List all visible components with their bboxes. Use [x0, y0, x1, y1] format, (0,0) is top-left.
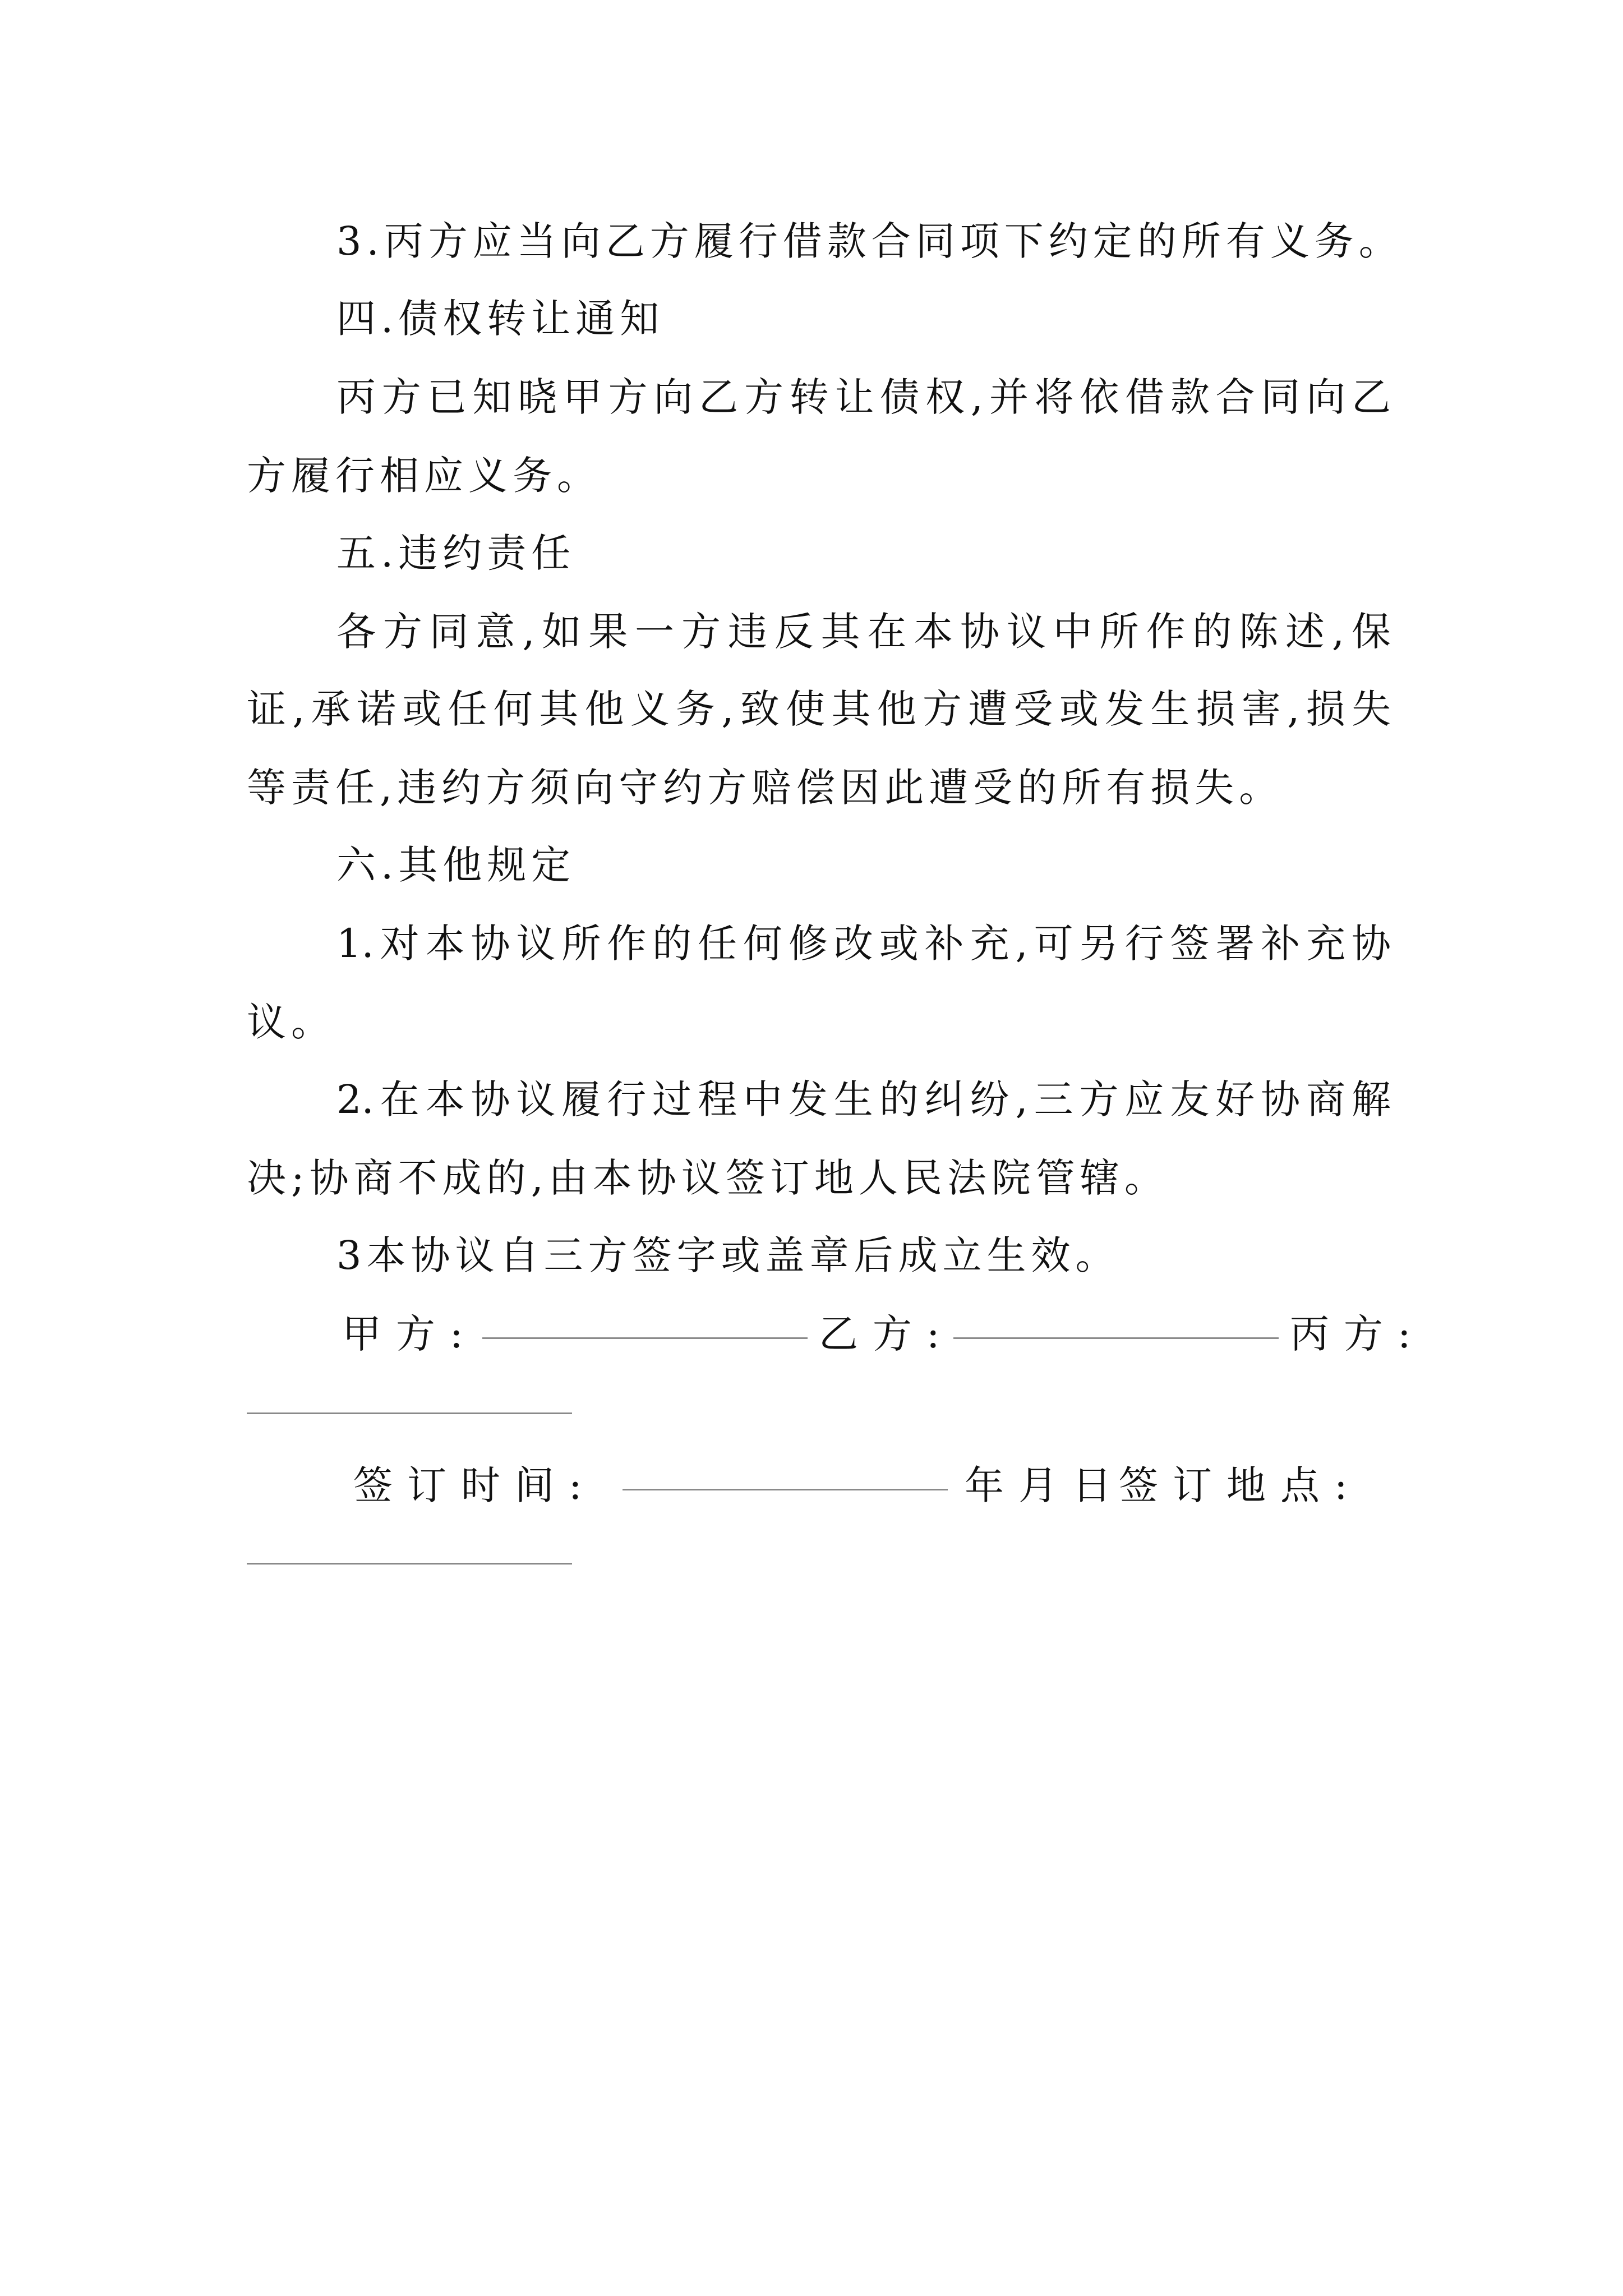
- section-6-item-1-line-1: 1.对本协议所作的任何修改或补充,可另行签署补充协: [336, 921, 1391, 967]
- party-a-label: 甲方:: [342, 1311, 478, 1357]
- sign-time-line: [623, 1489, 948, 1490]
- section-6-item-2-line-1: 2.在本协议履行过程中发生的纠纷,三方应友好协商解: [336, 1076, 1391, 1122]
- date-units: 年月日: [965, 1462, 1126, 1508]
- sign-place-line: [247, 1563, 572, 1565]
- section-4-heading: 四.债权转让通知: [336, 296, 665, 342]
- party-c-label: 丙方:: [1290, 1311, 1426, 1357]
- party-c-signature-line: [247, 1412, 572, 1414]
- section-6-heading: 六.其他规定: [336, 842, 576, 888]
- party-b-signature-line: [953, 1337, 1279, 1339]
- section-5-paragraph-line-2: 证,承诺或任何其他义务,致使其他方遭受或发生损害,损失: [247, 686, 1391, 732]
- section-4-paragraph-line-2: 方履行相应义务。: [247, 453, 601, 499]
- party-a-signature-line: [482, 1337, 808, 1339]
- section-6-item-3: 3本协议自三方签字或盖章后成立生效。: [336, 1232, 1120, 1278]
- party-b-label: 乙方:: [819, 1311, 955, 1357]
- section-6-item-1-line-2: 议。: [247, 999, 335, 1045]
- sign-time-label: 签订时间:: [353, 1462, 597, 1508]
- section-5-heading: 五.违约责任: [336, 530, 576, 576]
- section-4-paragraph-line-1: 丙方已知晓甲方向乙方转让债权,并将依借款合同向乙: [336, 374, 1391, 420]
- clause-3-3: 3.丙方应当向乙方履行借款合同项下约定的所有义务。: [336, 218, 1403, 264]
- section-6-item-2-line-2: 决;协商不成的,由本协议签订地人民法院管辖。: [247, 1155, 1169, 1201]
- section-5-paragraph-line-1: 各方同意,如果一方违反其在本协议中所作的陈述,保: [336, 609, 1391, 655]
- sign-place-label: 签订地点:: [1119, 1462, 1362, 1508]
- section-5-paragraph-line-3: 等责任,违约方须向守约方赔偿因此遭受的所有损失。: [247, 765, 1284, 811]
